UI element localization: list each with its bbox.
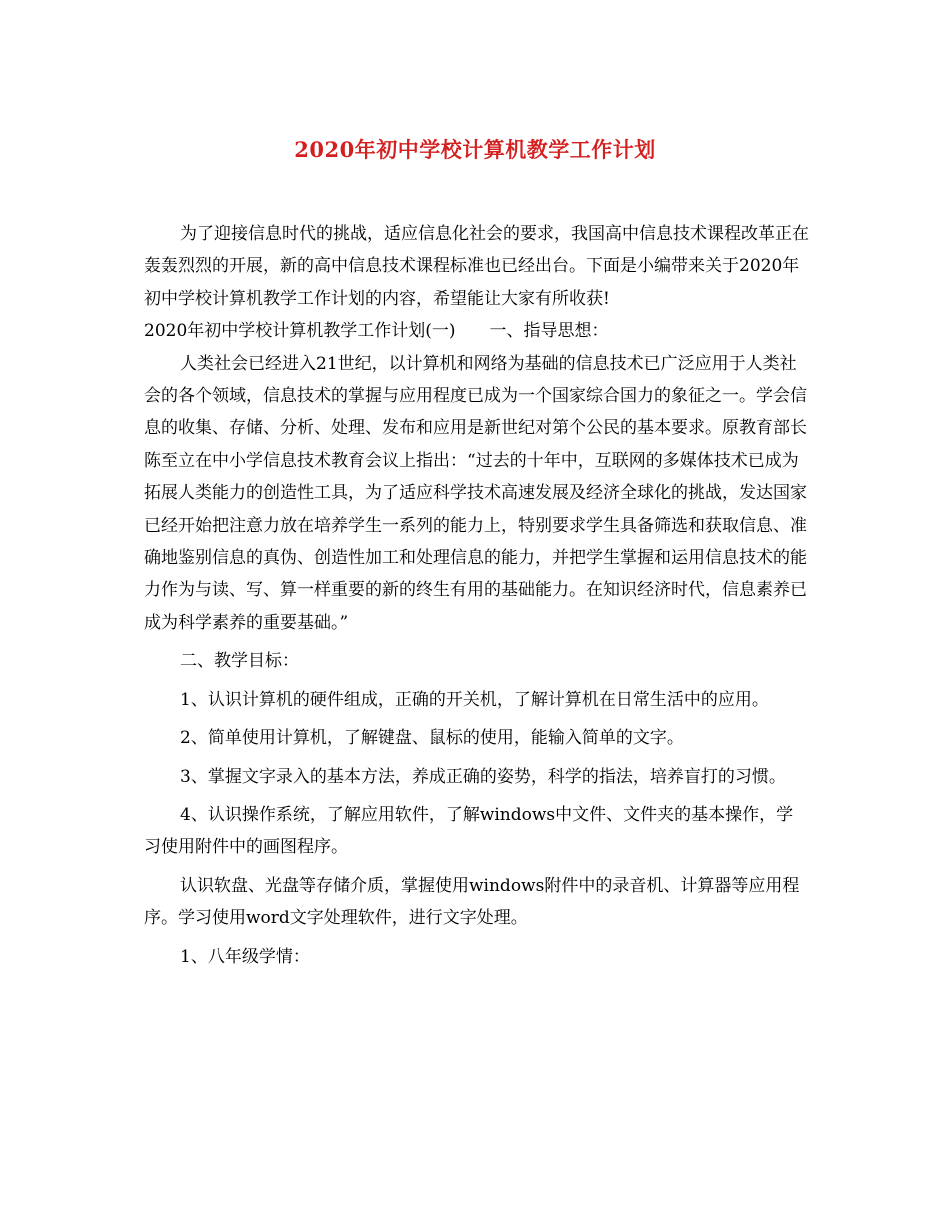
paragraph-goal-2: 2、简单使用计算机，了解键盘、鼠标的使用，能输入简单的文字。 (180, 728, 684, 749)
paragraph-intro: 为了迎接信息时代的挑战，适应信息化社会的要求，我国高中信息技术课程改革正在轰轰烈烈的开展，新的高中信息技术课程标准也已经出台。下面是小编带来关于2020年初中学校计算机教学工作计划的内容，希望能让大家有所收获! (144, 224, 809, 309)
paragraph-goal-1: 1、认识计算机的硬件组成，正确的开关机，了解计算机在日常生活中的应用。 (180, 689, 769, 710)
paragraph-plan-heading: 2020年初中学校计算机教学工作计划(一) 一、指导思想： (144, 321, 609, 342)
paragraph-storage-media: 认识软盘、光盘等存储介质，掌握使用windows附件中的录音机、计算器等应用程序。学习使用word文字处理软件，进行文字处理。 (144, 875, 800, 929)
paragraph-teaching-goals-heading: 二、教学目标： (180, 651, 299, 672)
paragraph-goal-3: 3、掌握文字录入的基本方法，养成正确的姿势，科学的指法，培养盲打的习惯。 (180, 766, 786, 787)
document-title: 2020年初中学校计算机教学工作计划 (294, 137, 656, 162)
paragraph-goal-4: 4、认识操作系统，了解应用软件，了解windows中文件、文件夹的基本操作，学习使用附件中的画图程序。 (144, 804, 794, 858)
paragraph-grade8-heading: 1、八年级学情： (180, 946, 310, 967)
document-body (144, 218, 809, 973)
paragraph-guiding-thought: 人类社会已经进入21世纪，以计算机和网络为基础的信息技术已广泛应用于人类社会的各个领域，信息技术的掌握与应用程度已成为一个国家综合国力的象征之一。学会信息的收集、存储、分析、处理、发布和应用是新世纪对第个公民的基本要求。原教育部长陈至立在中小学信息技术教育会议上指出：“过去的十年中，互联网的多媒体技术已成为拓展人类能力的创造性工具，为了适应科学技术高速发展及经济全球化的挑战，发达国家已经开始把注意力放在培养学生一系列的能力上，特别要求学生具备筛选和获取信息、准确地鉴别信息的真伪、创造性加工和处理信息的能力，并把学生掌握和运用信息技术的能力作为与读、写、算一样重要的新的终生有用的基础能力。在知识经济时代，信息素养已成为科学素养的重要基础。” (144, 353, 807, 633)
